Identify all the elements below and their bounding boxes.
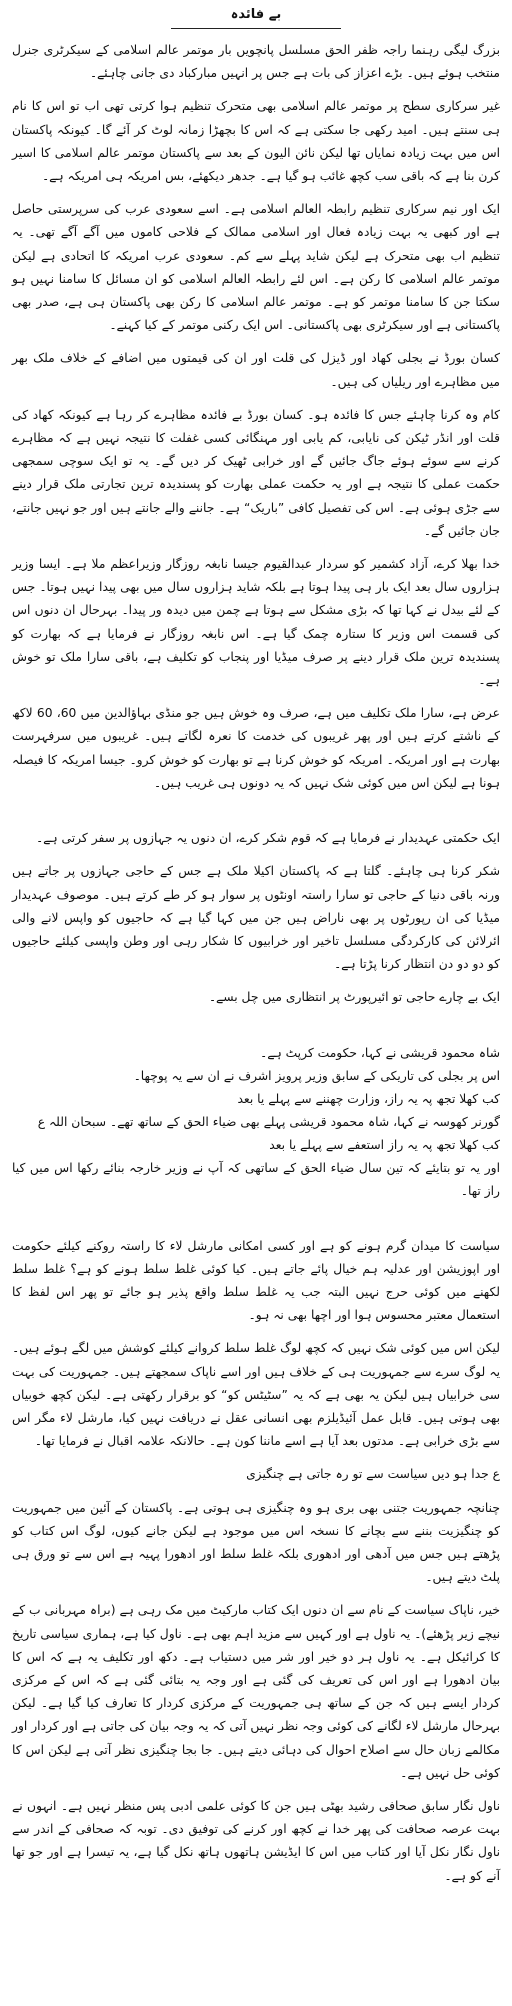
section-gap [12,1213,500,1235]
paragraph: بزرگ لیگی رہنما راجہ ظفر الحق مسلسل پانچویں بار موتمر عالم اسلامی کے سیکرٹری جنرل منتخب ہوئے ہیں۔ بڑے اعزاز کی بات ہے جس پر انہیں مبارکباد دی جانی چاہئے۔ [12,43,500,81]
verse-line: گورنر کھوسہ نے کہا، شاہ محمود قریشی پہلے بھی ضیاء الحق کے ساتھ تھے۔ سبحان اللہ ع [37,1114,500,1129]
verse-line: شاہ محمود قریشی نے کہا، حکومت کرپٹ ہے۔ [260,1045,500,1060]
section-gap [12,805,500,827]
section-gap [12,1020,500,1042]
paragraph: لیکن اس میں کوئی شک نہیں کہ کچھ لوگ غلط سلط کروانے کیلئے کوشش میں لگے ہوئے ہیں۔ یہ لوگ سرے سے جمہوریت ہی کے خلاف ہیں اور اسے ناپاک سمجھتے ہیں۔ جمہوریت کی بہت سی خرابیاں ہیں لیکن یہ بھی ہے کہ یہ ”سٹیٹس کو“ کو برقرار رکھتی ہے۔ لیکن کچھ خوبیاں بھی ہوتی ہیں۔ قابل عمل آئیڈیلزم بھی انسانی عقل نے دریافت نہیں کیا، مارشل لاء مگر اس سے بڑی خرابی ہے۔ مدتوں بعد آیا ہے اسے ماننا کون ہے۔ حالانکہ علامہ اقبال نے فرمایا تھا۔ [12,1341,500,1449]
verse-line: اس پر بجلی کی تاریکی کے سابق وزیر پرویز اشرف نے ان سے یہ پوچھا۔ [133,1068,500,1083]
paragraph: خیر، ناپاک سیاست کے نام سے ان دنوں ایک کتاب مارکیٹ میں مک رہی ہے (براہ مہربانی ب کے نیچے زیر پڑھئے)۔ یہ ناول ہے اور کہیں سے مزید اہم بھی ہے۔ ناول کیا ہے، ہماری سیاسی تاریخ کا کرائیکل ہے۔ یہ ناول ہر دو خیر اور شر میں دستیاب ہے۔ دکھ اور تکلیف یہ ہے کہ اس کا بیان ادھورا ہے اور اس کی تعریف کی گئی ہے اور وجہ یہ بتائی گئی ہے کہ اس کے مرکزی کردار ایسے ہیں کہ جن کے ساتھ ہی جمہوریت کے مرکزی کردار کا تعارف کیا گیا ہے۔ لیکن بہرحال مارشل لاء لگانے کی کوئی وجہ نظر نہیں آتی کہ یہ وجہ بیان کی جاتی ہے اور کردار اور مکالمے زبان حال سے اصلاح احوال کی دہائی دیتے ہیں۔ جا بجا چنگیزی نظر آتی ہے لیکن اس کا کوئی حل نہیں ہے۔ [12,1603,500,1780]
paragraph: غیر سرکاری سطح پر موتمر عالم اسلامی بھی متحرک تنظیم ہوا کرتی تھی اب تو اس کا نام ہی سنتے ہیں۔ امید رکھی جا سکتی ہے کہ اس کا بچھڑا زمانہ لوٹ کر آئے گا۔ کیونکہ پاکستان اس میں بہت زیادہ نمایاں تھا لیکن نائن الیون کے بعد سے پاکستان موتمر عالم اسلامی کا اسیر کرن بنا ہے کہ باقی سب کچھ غائب ہو گیا ہے۔ جدھر دیکھئے، بس امریکہ ہی امریکہ ہے۔ [12,99,500,184]
verse-quote: ع جدا ہو دیں سیاست سے تو رہ جاتی ہے چنگیزی [246,1467,500,1482]
paragraph: ایک بے چارے حاجی تو ائیرپورٹ پر انتظاری میں چل بسے۔ [208,990,500,1005]
paragraph: ایک حکمتی عہدیدار نے فرمایا ہے کہ قوم شکر کرے، ان دنوں یہ جہازوں پر سفر کرتی ہے۔ [35,831,500,846]
verse-line: کب کھلا تجھ پہ یہ راز، وزارت چھننے سے پہلے یا بعد [237,1091,500,1106]
paragraph: ایک اور نیم سرکاری تنظیم رابطہ العالم اسلامی ہے۔ اسے سعودی عرب کی سرپرستی حاصل ہے اور کبھی یہ بہت زیادہ فعال اور اسلامی ممالک کے فلاحی کاموں میں آگے آگے تھی۔ یہ تنظیم اب بھی متحرک ہے لیکن شاید پہلے سے کم۔ سعودی عرب امریکہ کا اتحادی ہے لیکن موتمر عالم اسلامی کا رکن ہے۔ اس لئے رابطہ العالم اسلامی کو ان مسائل کا سامنا نہیں ہو سکتا جن کا سامنا موتمر کو ہے۔ موتمر عالم اسلامی کا رکن بھی پاکستان ہی ہے، صدر بھی پاکستانی ہے اور سیکرٹری بھی پاکستانی۔ اس ایک رکنی موتمر کے کیا کہنے۔ [12,202,500,333]
verse-block [12,1042,500,1203]
paragraph: کسان بورڈ نے بجلی کھاد اور ڈیزل کی قلت اور ان کی قیمتوں میں اضافے کے خلاف ملک بھر میں مظاہرے اور ریلیاں کی ہیں۔ [12,351,500,389]
paragraph: کام وہ کرنا چاہئے جس کا فائدہ ہو۔ کسان بورڈ بے فائدہ مظاہرے کر رہا ہے کیونکہ کھاد کی قلت اور انڈر ٹیکن کی نایابی، کم یابی اور مہنگائی کسی غفلت کا نتیجہ نہیں ہے کہ مظاہرے کرنے سے سوئے ہوئے جاگ جائیں گے اور خرابی ٹھیک کر دیں گے۔ یہ تو ایک سوچی سمجھی حکمت عملی کا نتیجہ ہے اور یہ حکمت عملی بھارت کو پسندیدہ ترین تجارتی ملک قرار دینے سے جڑی ہوئی ہے۔ اس کی تفصیل کافی ”باریک“ ہے۔ جاننے والے جانتے ہیں اور جو نہیں جانتے، جان جائیں گے۔ [12,407,500,538]
paragraph: چنانچہ جمہوریت جتنی بھی بری ہو وہ چنگیزی ہی ہوتی ہے۔ پاکستان کے آئین میں جمہوریت کو چنگیزیت بننے سے بچانے کا نسخہ اس میں موجود ہے لیکن جانے کیوں، لوگ اس کتاب کو پڑھتے ہیں جس میں آدھی اور ادھوری بلکہ غلط سلط اور ادھورا پہیہ ہے اس سے تو ورق ہی پلٹ دیتے ہیں۔ [12,1500,500,1585]
paragraph: ناول نگار سابق صحافی رشید بھٹی ہیں جن کا کوئی علمی ادبی پس منظر نہیں ہے۔ انہوں نے بہت عرصہ صحافت کی پھر خدا نے کچھ اور کرنے کی توفیق دی۔ توبہ کہ صحافی کے اندر سے ناول نگار نکل آیا اور کتاب میں اس کا ایڈیشن ہاتھوں ہاتھ نکل گیا ہے، یہ تیسرا ہے اور جو تھا آنے کو ہے۔ [12,1798,500,1883]
title-underline [171,28,341,29]
verse-line: اور یہ تو بتایئے کہ تین سال ضیاء الحق کے ساتھی کہ آپ نے وزیر خارجہ بنائے رکھا اس میں کیا راز تھا۔ [12,1160,500,1198]
paragraph: خدا بھلا کرے، آزاد کشمیر کو سردار عبدالقیوم جیسا نابغہ روزگار وزیراعظم ملا ہے۔ ایسا وزیر ہزاروں سال بعد ایک بار ہی پیدا ہوتا ہے بلکہ شاید ہزاروں سال میں بھی پیدا نہیں ہوتا۔ جس کے لئے بیدل نے کہا تھا کہ بڑی مشکل سے ہوتا ہے چمن میں دیدہ ور پیدا۔ بہرحال ان دنوں اس کی قسمت اس وزیر کا ستارہ چمک گیا ہے۔ اس نابغہ روزگار نے فرمایا ہے کہ بھارت کو پسندیدہ ترین ملک قرار دینے پر صرف میڈیا اور پنجاب کو تکلیف ہے، باقی سارا ملک تو خوش ہے۔ [12,557,500,688]
paragraph: سیاست کا میدان گرم ہونے کو ہے اور کسی امکانی مارشل لاء کا راستہ روکنے کیلئے حکومت اور اپوزیشن اور عدلیہ ہم خیال پائے جاتے ہیں۔ کیا کوئی غلط سلط ہونے کو ہے؟ غلط سلط لکھنے میں کوئی حرج نہیں البتہ جب یہ غلط سلط واقع پذیر ہو جائے تو پھر اس لفظ کا استعمال معتبر محسوس ہوا اور اچھا بھی نہ ہو۔ [12,1238,500,1323]
verse-line: کب کھلا تجھ پہ یہ راز استعفے سے پہلے یا بعد [269,1137,500,1152]
article-title: بے فائدہ [230,7,282,22]
paragraph: عرض ہے، سارا ملک تکلیف میں ہے، صرف وہ خوش ہیں جو منڈی بہاؤالدین میں 60، 60 لاکھ کے ناشتے کرتے ہیں اور پھر غریبوں کی خدمت کا نعرہ لگاتے ہیں۔ غریبوں میں سرفہرست بھارت ہے اور امریکہ۔ امریکہ کو خوش کرنا ہے تو بھارت کو خوش کرو۔ جیسا امریکہ کا فیصلہ ہونا ہے لیکن اس میں کوئی شک نہیں کہ یہ دونوں ہی غریب ہیں۔ [12,706,500,790]
paragraph: شکر کرنا ہی چاہئے۔ گلتا ہے کہ پاکستان اکیلا ملک ہے جس کے حاجی جہازوں پر جاتے ہیں ورنہ باقی دنیا کے حاجی تو سارا راستہ اونٹوں پر سوار ہو کر طے کرتے ہیں۔ موصوف عہدیدار میڈیا کی ان رپورٹوں پر بھی ناراض ہیں جن میں کہا گیا ہے کہ حاجیوں کو واپس لانے والی ائرلائن کی کارکردگی مسلسل تاخیر اور خرابیوں کا شکار رہی اور وطن واپسی کیلئے حاجیوں کو دو دو دن انتظار کرنا پڑتا ہے۔ [12,864,500,972]
